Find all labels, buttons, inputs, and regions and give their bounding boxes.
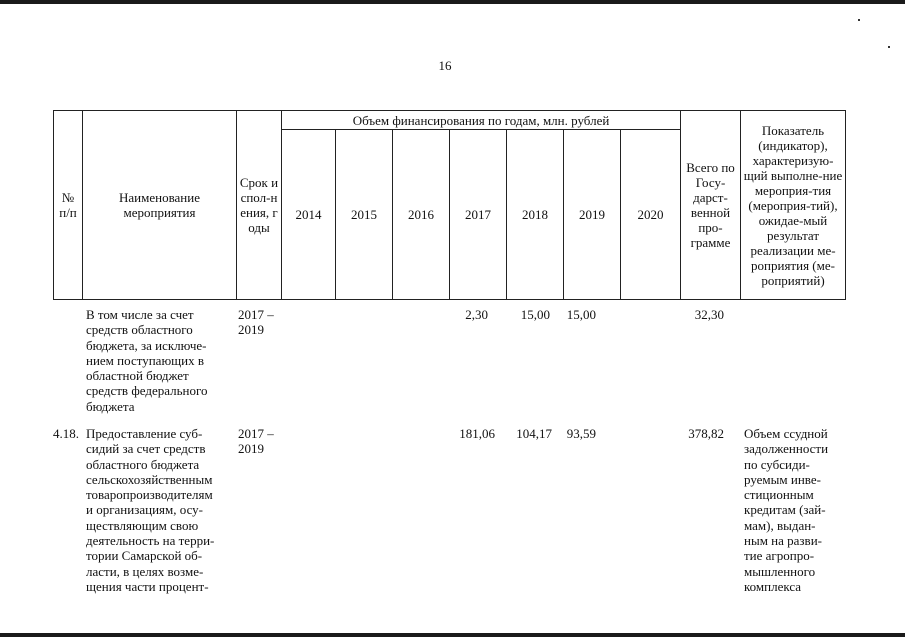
row-2-indicator-line: комплекса [744, 578, 802, 594]
header-year-2020 [620, 129, 681, 300]
header-year-label: 2014 [295, 207, 322, 222]
header-col-name [82, 110, 237, 300]
header-year-2018 [506, 129, 564, 300]
header-col-funding [281, 110, 681, 130]
header-col-total [680, 110, 741, 300]
header-col-num-label: № п/п [59, 190, 77, 220]
header-col-name-label: Наименование мероприятия [119, 190, 200, 220]
header-col-term [236, 110, 282, 300]
row-2-indicator-line: мам), выдан- [744, 517, 816, 533]
header-year-label: 2017 [465, 207, 491, 222]
row-1-name-line: бюджета, за исключе- [86, 337, 207, 353]
header-col-indicator-label: Показатель (индикатор), характеризую-щий выполне-ние мероприя-тия (мероприя-тий), ожидае-мый результат реализации ме-роприятия (ме-роприятий) [743, 122, 843, 288]
row-1-total: 32,30 [694, 307, 724, 322]
header-year-label: 2018 [522, 207, 548, 222]
row-2-indicator-line: по субсиди- [744, 456, 810, 472]
row-1-name-line: средств федерального [86, 383, 208, 399]
header-col-indicator [740, 110, 846, 300]
header-col-num [53, 110, 83, 300]
header-year-2019 [563, 129, 621, 300]
header-year-label: 2020 [637, 207, 664, 222]
row-1-term-line: 2019 [238, 322, 264, 338]
header-year-label: 2019 [579, 207, 605, 222]
row-1-value-2019: 15,00 [566, 307, 596, 322]
page-number: 16 [438, 58, 452, 73]
row-1-name-line: областной бюджет [86, 368, 189, 384]
row-1-name-line: бюджета [86, 398, 135, 414]
row-2-name-line: деятельность на терри- [86, 533, 215, 549]
row-2-number: 4.18. [53, 426, 79, 441]
row-1-name-line: нием поступающих в [86, 352, 205, 368]
header-col-total-label: Всего по Госу-дарст-венной про-грамме [686, 160, 735, 250]
header-year-2016 [392, 129, 450, 300]
row-1-value-2017: 2,30 [465, 307, 488, 322]
row-1-name-line: В том числе за счет [86, 307, 194, 322]
header-year-label: 2016 [408, 207, 434, 222]
row-2-name-line: щения части процент- [86, 578, 209, 594]
scan-speck [888, 46, 890, 48]
row-2-indicator-line: задолженности [744, 441, 829, 457]
scan-top-edge [0, 0, 905, 4]
row-2-indicator-line: стиционным [744, 487, 814, 503]
row-1-term-line: 2017 – [238, 307, 274, 322]
row-2-name-line: товаропроизводителям [86, 487, 213, 503]
row-1-term [238, 307, 282, 338]
header-year-2015 [335, 129, 393, 300]
row-2-name-line: сельскохозяйственным [86, 471, 213, 487]
row-2-indicator [744, 426, 844, 594]
scan-bottom-edge [0, 633, 905, 637]
row-2-name-line: ласти, в целях возме- [86, 563, 204, 579]
row-1-name [86, 307, 234, 414]
row-1-value-2018: 15,00 [520, 307, 550, 322]
row-2-indicator-line: ным на разви- [744, 533, 822, 549]
row-2-name [86, 426, 234, 594]
row-2-indicator-line: кредитам (зай- [744, 502, 826, 518]
row-2-value-2017: 181,06 [459, 426, 495, 441]
row-2-total: 378,82 [688, 426, 724, 441]
row-2-term-line: 2017 – [238, 426, 274, 441]
row-2-indicator-line: тие агропро- [744, 548, 815, 564]
row-2-name-line: областного бюджета [86, 456, 200, 472]
header-col-funding-label: Объем финансирования по годам, млн. рублей [352, 112, 610, 128]
row-2-name-line: ществляющим свою [86, 517, 199, 533]
row-1-name-line: средств областного [86, 322, 193, 338]
header-year-label: 2015 [351, 207, 377, 222]
row-2-name-line: и организациям, осу- [86, 502, 203, 518]
row-2-value-2018: 104,17 [516, 426, 552, 441]
row-2-indicator-line: Объем ссудной [744, 426, 828, 441]
row-2-value-2019: 93,59 [566, 426, 596, 441]
header-year-2014 [281, 129, 336, 300]
header-year-2017 [449, 129, 507, 300]
row-2-indicator-line: руемым инве- [744, 471, 821, 487]
scan-speck [858, 19, 860, 21]
row-2-name-line: Предоставление суб- [86, 426, 203, 441]
row-2-name-line: тории Самарской об- [86, 548, 203, 564]
header-col-term-label: Срок испол-нения, годы [239, 175, 279, 235]
row-2-name-line: сидий за счет средств [86, 441, 206, 457]
row-2-indicator-line: мышленного [744, 563, 816, 579]
row-2-term [238, 426, 282, 457]
row-2-term-line: 2019 [238, 441, 264, 457]
